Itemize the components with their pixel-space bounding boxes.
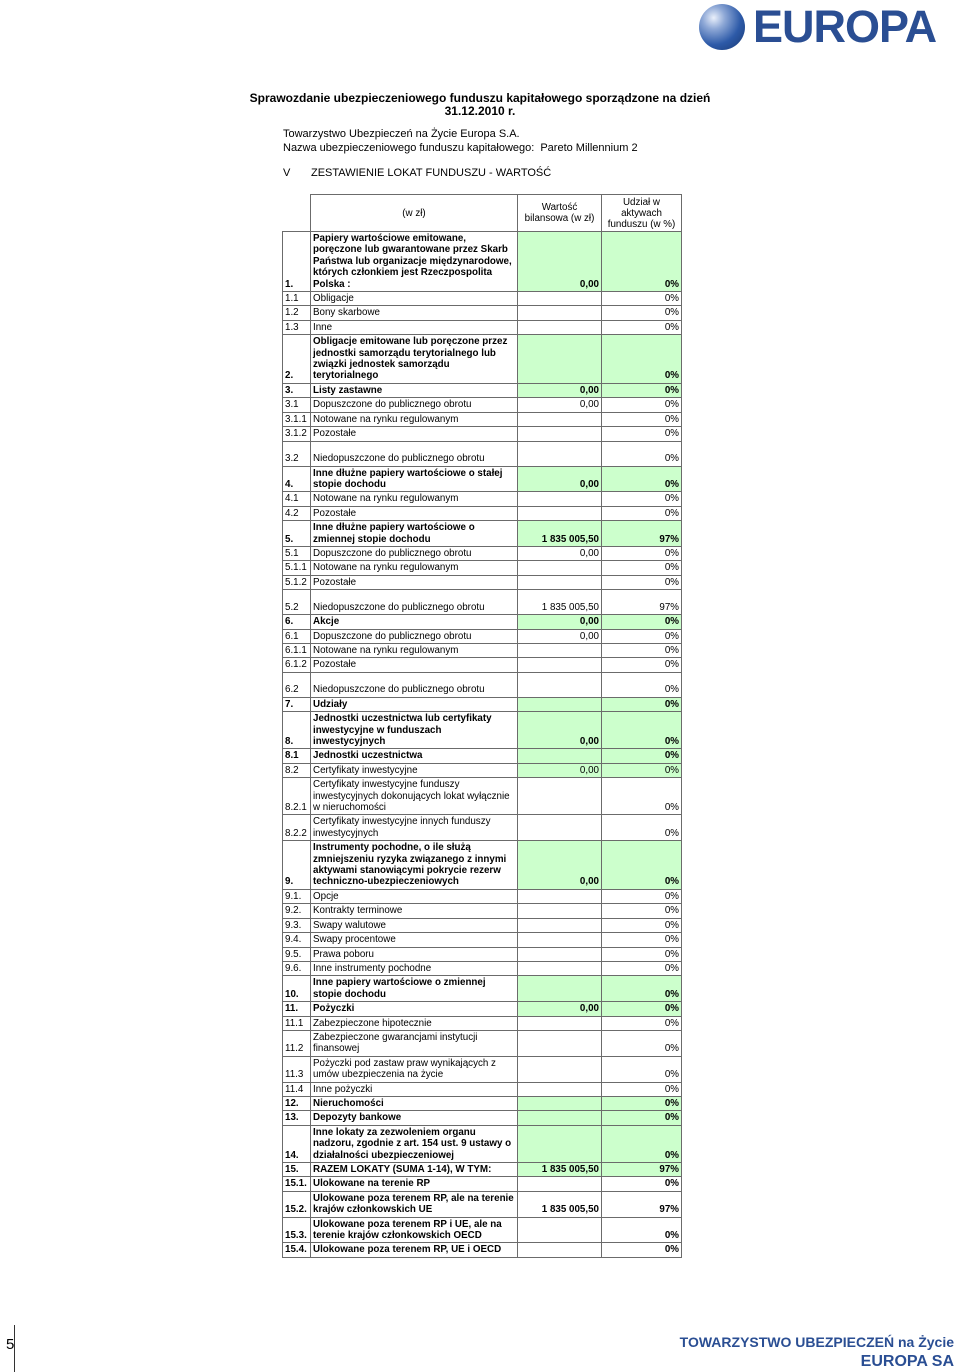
- row-share: 0%: [602, 643, 682, 657]
- row-label: Notowane na rynku regulowanym: [311, 643, 518, 657]
- row-value: [518, 749, 602, 763]
- row-label: Zabezpieczone gwarancjami instytucji finansowej: [311, 1030, 518, 1056]
- table-row: [283, 1191, 682, 1217]
- row-value: [518, 492, 602, 506]
- row-share: 0%: [602, 1056, 682, 1082]
- footer-company-line2: EUROPA SA: [860, 1353, 954, 1370]
- row-number: 8.2.1: [283, 778, 311, 815]
- row-label: Certyfikaty inwestycyjne: [311, 763, 518, 777]
- row-label: Notowane na rynku regulowanym: [311, 412, 518, 426]
- row-share: 0%: [602, 815, 682, 841]
- company-name: Towarzystwo Ubezpieczeń na Życie Europa S.A.: [283, 128, 520, 140]
- row-number: 11.4: [283, 1082, 311, 1096]
- row-label: Inne papiery wartościowe o zmiennej stopie dochodu: [311, 976, 518, 1002]
- row-label: Kontrakty terminowe: [311, 904, 518, 918]
- report-title-line1: Sprawozdanie ubezpieczeniowego funduszu kapitałowego sporządzone na dzień: [249, 91, 711, 105]
- row-number: 15.: [283, 1163, 311, 1177]
- row-label: Prawa poboru: [311, 947, 518, 961]
- row-share: 0%: [602, 841, 682, 890]
- row-share: 0%: [602, 335, 682, 384]
- row-label: Instrumenty pochodne, o ile służą zmniejszeniu ryzyka związanego z innymi aktywami stanowiącymi pokrycie rezerw techniczno-ubezpieczeniowych: [311, 841, 518, 890]
- investments-table: [282, 194, 682, 1258]
- row-share: 0%: [602, 933, 682, 947]
- row-number: 6.1.1: [283, 643, 311, 657]
- row-share: 0%: [602, 1243, 682, 1257]
- row-share: 0%: [602, 306, 682, 320]
- row-number: 3.: [283, 383, 311, 397]
- row-number: 8.1: [283, 749, 311, 763]
- row-share: 0%: [602, 1125, 682, 1162]
- table-row: [283, 1243, 682, 1257]
- table-row: [283, 492, 682, 506]
- row-share: 0%: [602, 1111, 682, 1125]
- row-number: 5.2: [283, 590, 311, 615]
- table-row: [283, 778, 682, 815]
- row-label: Pozostałe: [311, 427, 518, 441]
- row-label: Inne: [311, 320, 518, 334]
- table-row: [283, 521, 682, 547]
- row-label: Inne dłużne papiery wartościowe o stałej stopie dochodu: [311, 466, 518, 492]
- row-value: 1 835 005,50: [518, 590, 602, 615]
- row-label: Ulokowane na terenie RP: [311, 1177, 518, 1191]
- row-label: Depozyty bankowe: [311, 1111, 518, 1125]
- row-label: Certyfikaty inwestycyjne funduszy inwestycyjnych dokonujących lokat wyłącznie w nieruchomości: [311, 778, 518, 815]
- row-share: 0%: [602, 697, 682, 711]
- row-label: Ulokowane poza terenem RP i UE, ale na terenie krajów członkowskich OECD: [311, 1217, 518, 1243]
- row-share: 0%: [602, 1177, 682, 1191]
- table-row: [283, 335, 682, 384]
- row-value: [518, 506, 602, 520]
- row-value: 1 835 005,50: [518, 1191, 602, 1217]
- row-share: 97%: [602, 590, 682, 615]
- row-value: [518, 976, 602, 1002]
- row-number: 4.: [283, 466, 311, 492]
- row-share: 0%: [602, 1082, 682, 1096]
- logo-brand-text: EUROPA: [753, 1, 937, 52]
- row-label: Pozostałe: [311, 575, 518, 589]
- row-value: [518, 918, 602, 932]
- row-number: 6.1.2: [283, 658, 311, 672]
- table-row: [283, 643, 682, 657]
- row-number: 6.1: [283, 629, 311, 643]
- row-value: [518, 575, 602, 589]
- row-share: 0%: [602, 232, 682, 292]
- table-row: [283, 672, 682, 697]
- row-label: Pożyczki pod zastaw praw wynikających z umów ubezpieczenia na życie: [311, 1056, 518, 1082]
- row-value: [518, 561, 602, 575]
- row-share: 0%: [602, 712, 682, 749]
- row-share: 0%: [602, 546, 682, 560]
- row-value: 0,00: [518, 841, 602, 890]
- row-share: 0%: [602, 466, 682, 492]
- row-label: Ulokowane poza terenem RP, ale na terenie krajów członkowskich UE: [311, 1191, 518, 1217]
- row-number: 5.1.1: [283, 561, 311, 575]
- table-row: [283, 1002, 682, 1016]
- row-number: 15.2.: [283, 1191, 311, 1217]
- table-row: [283, 546, 682, 560]
- row-value: 0,00: [518, 1002, 602, 1016]
- row-share: 0%: [602, 961, 682, 975]
- row-label: Nieruchomości: [311, 1096, 518, 1110]
- table-row: [283, 590, 682, 615]
- row-number: 9.6.: [283, 961, 311, 975]
- table-row: [283, 1030, 682, 1056]
- row-label: Pozostałe: [311, 658, 518, 672]
- table-row: [283, 1125, 682, 1162]
- row-share: 0%: [602, 1217, 682, 1243]
- row-value: 0,00: [518, 398, 602, 412]
- row-value: [518, 335, 602, 384]
- row-share: 0%: [602, 492, 682, 506]
- row-label: Dopuszczone do publicznego obrotu: [311, 629, 518, 643]
- table-header-row: [283, 195, 682, 232]
- row-number: 15.4.: [283, 1243, 311, 1257]
- row-value: [518, 292, 602, 306]
- europa-logo: [697, 2, 959, 52]
- row-share: 0%: [602, 629, 682, 643]
- row-share: 0%: [602, 889, 682, 903]
- row-number: 15.3.: [283, 1217, 311, 1243]
- fund-label: Nazwa ubezpieczeniowego funduszu kapitałowego:: [283, 142, 535, 154]
- row-number: 4.2: [283, 506, 311, 520]
- row-number: 5.: [283, 521, 311, 547]
- table-row: [283, 889, 682, 903]
- table-row: [283, 976, 682, 1002]
- row-number: 4.1: [283, 492, 311, 506]
- page-number: 5: [6, 1336, 15, 1353]
- row-number: 8.2.2: [283, 815, 311, 841]
- row-label: Inne dłużne papiery wartościowe o zmiennej stopie dochodu: [311, 521, 518, 547]
- row-value: [518, 412, 602, 426]
- row-share: 0%: [602, 976, 682, 1002]
- row-share: 0%: [602, 427, 682, 441]
- row-value: [518, 947, 602, 961]
- table-row: [283, 441, 682, 466]
- row-number: 8.2: [283, 763, 311, 777]
- row-share: 97%: [602, 521, 682, 547]
- row-number: 11.1: [283, 1016, 311, 1030]
- table-row: [283, 615, 682, 629]
- footer-company-logo: [680, 1332, 954, 1372]
- row-value: [518, 1111, 602, 1125]
- row-share: 0%: [602, 763, 682, 777]
- row-number: 11.3: [283, 1056, 311, 1082]
- row-share: 0%: [602, 383, 682, 397]
- row-share: 0%: [602, 506, 682, 520]
- row-share: 0%: [602, 778, 682, 815]
- row-value: [518, 1082, 602, 1096]
- table-row: [283, 561, 682, 575]
- row-label: Zabezpieczone hipotecznie: [311, 1016, 518, 1030]
- row-number: 9.3.: [283, 918, 311, 932]
- row-label: Swapy walutowe: [311, 918, 518, 932]
- row-value: [518, 672, 602, 697]
- header-blank-cell: [283, 195, 311, 232]
- table-row: [283, 1096, 682, 1110]
- row-share: 0%: [602, 672, 682, 697]
- row-label: Papiery wartościowe emitowane, poręczone lub gwarantowane przez Skarb Państwa lub organizacje międzynarodowe, których członkiem jest Rzeczpospolita Polska :: [311, 232, 518, 292]
- row-number: 15.1.: [283, 1177, 311, 1191]
- row-label: Pożyczki: [311, 1002, 518, 1016]
- table-row: [283, 1177, 682, 1191]
- section-number: V: [283, 167, 291, 179]
- row-value: 0,00: [518, 466, 602, 492]
- row-share: 0%: [602, 561, 682, 575]
- row-value: 0,00: [518, 383, 602, 397]
- table-row: [283, 1016, 682, 1030]
- row-label: Bony skarbowe: [311, 306, 518, 320]
- row-value: 0,00: [518, 629, 602, 643]
- table-row: [283, 658, 682, 672]
- row-value: [518, 441, 602, 466]
- row-number: 14.: [283, 1125, 311, 1162]
- row-share: 0%: [602, 918, 682, 932]
- table-row: [283, 1111, 682, 1125]
- table-row: [283, 712, 682, 749]
- row-value: [518, 697, 602, 711]
- row-value: [518, 306, 602, 320]
- table-row: [283, 306, 682, 320]
- row-label: Ulokowane poza terenem RP, UE i OECD: [311, 1243, 518, 1257]
- table-row: [283, 697, 682, 711]
- table-row: [283, 398, 682, 412]
- table-row: [283, 1082, 682, 1096]
- table-row: [283, 841, 682, 890]
- row-label: Notowane na rynku regulowanym: [311, 492, 518, 506]
- row-value: [518, 1125, 602, 1162]
- row-share: 0%: [602, 320, 682, 334]
- row-share: 0%: [602, 1016, 682, 1030]
- table-row: [283, 1217, 682, 1243]
- footer-company-line1: TOWARZYSTWO UBEZPIECZEŃ na Życie: [679, 1334, 954, 1350]
- globe-icon: [699, 4, 745, 50]
- row-label: Dopuszczone do publicznego obrotu: [311, 546, 518, 560]
- row-label: Inne lokaty za zezwoleniem organu nadzoru, zgodnie z art. 154 ust. 9 ustawy o działalności ubezpieczeniowej: [311, 1125, 518, 1162]
- table-row: [283, 575, 682, 589]
- row-share: 0%: [602, 441, 682, 466]
- row-value: [518, 1177, 602, 1191]
- row-value: [518, 1217, 602, 1243]
- row-value: [518, 320, 602, 334]
- row-value: 1 835 005,50: [518, 1163, 602, 1177]
- table-row: [283, 292, 682, 306]
- table-row: [283, 466, 682, 492]
- row-label: Obligacje: [311, 292, 518, 306]
- row-value: [518, 815, 602, 841]
- fund-name: Pareto Millennium 2: [540, 142, 638, 154]
- row-value: [518, 1096, 602, 1110]
- row-number: 11.2: [283, 1030, 311, 1056]
- row-number: 1.: [283, 232, 311, 292]
- table-row: [283, 763, 682, 777]
- row-share: 0%: [602, 947, 682, 961]
- row-number: 9.: [283, 841, 311, 890]
- row-label: RAZEM LOKATY (SUMA 1-14), W TYM:: [311, 1163, 518, 1177]
- row-share: 0%: [602, 575, 682, 589]
- report-title-line2: 31.12.2010 r.: [444, 104, 516, 118]
- row-number: 2.: [283, 335, 311, 384]
- table-row: [283, 629, 682, 643]
- table-row: [283, 904, 682, 918]
- row-share: 0%: [602, 615, 682, 629]
- row-share: 0%: [602, 1030, 682, 1056]
- row-value: [518, 933, 602, 947]
- row-value: [518, 427, 602, 441]
- row-number: 6.: [283, 615, 311, 629]
- table-row: [283, 506, 682, 520]
- row-value: [518, 904, 602, 918]
- row-value: 1 835 005,50: [518, 521, 602, 547]
- row-label: Jednostki uczestnictwa lub certyfikaty inwestycyjne w funduszach inwestycyjnych: [311, 712, 518, 749]
- section-heading: ZESTAWIENIE LOKAT FUNDUSZU - WARTOŚĆ: [311, 167, 552, 179]
- table-row: [283, 1056, 682, 1082]
- row-share: 0%: [602, 904, 682, 918]
- row-number: 3.2: [283, 441, 311, 466]
- row-label: Akcje: [311, 615, 518, 629]
- header-unit: (w zł): [311, 195, 518, 232]
- row-share: 0%: [602, 412, 682, 426]
- header-share: Udział w aktywach funduszu (w %): [602, 195, 682, 232]
- row-value: 0,00: [518, 546, 602, 560]
- row-number: 12.: [283, 1096, 311, 1110]
- row-share: 0%: [602, 1096, 682, 1110]
- table-row: [283, 412, 682, 426]
- row-value: [518, 961, 602, 975]
- row-number: 6.2: [283, 672, 311, 697]
- row-label: Swapy procentowe: [311, 933, 518, 947]
- row-share: 97%: [602, 1191, 682, 1217]
- table-row: [283, 947, 682, 961]
- header-value: Wartość bilansowa (w zł): [518, 195, 602, 232]
- row-value: 0,00: [518, 232, 602, 292]
- row-value: [518, 1056, 602, 1082]
- row-share: 0%: [602, 749, 682, 763]
- row-value: [518, 1243, 602, 1257]
- row-value: 0,00: [518, 712, 602, 749]
- row-number: 1.3: [283, 320, 311, 334]
- table-row: [283, 427, 682, 441]
- fund-line: [283, 142, 638, 155]
- table-row: [283, 383, 682, 397]
- table-row: [283, 918, 682, 932]
- row-label: Opcje: [311, 889, 518, 903]
- table-row: [283, 232, 682, 292]
- row-share: 0%: [602, 658, 682, 672]
- table-row: [283, 933, 682, 947]
- row-value: [518, 1016, 602, 1030]
- row-label: Niedopuszczone do publicznego obrotu: [311, 590, 518, 615]
- row-number: 9.1.: [283, 889, 311, 903]
- row-label: Pozostałe: [311, 506, 518, 520]
- row-label: Certyfikaty inwestycyjne innych funduszy inwestycyjnych: [311, 815, 518, 841]
- row-value: 0,00: [518, 763, 602, 777]
- report-title: [240, 92, 720, 118]
- row-number: 1.2: [283, 306, 311, 320]
- row-number: 9.4.: [283, 933, 311, 947]
- row-number: 11.: [283, 1002, 311, 1016]
- row-value: [518, 778, 602, 815]
- row-number: 9.5.: [283, 947, 311, 961]
- table-row: [283, 961, 682, 975]
- row-label: Listy zastawne: [311, 383, 518, 397]
- row-share: 0%: [602, 1002, 682, 1016]
- row-label: Inne instrumenty pochodne: [311, 961, 518, 975]
- row-value: [518, 889, 602, 903]
- row-label: Niedopuszczone do publicznego obrotu: [311, 672, 518, 697]
- row-number: 8.: [283, 712, 311, 749]
- row-share: 0%: [602, 398, 682, 412]
- row-share: 97%: [602, 1163, 682, 1177]
- row-number: 10.: [283, 976, 311, 1002]
- row-label: Niedopuszczone do publicznego obrotu: [311, 441, 518, 466]
- row-number: 7.: [283, 697, 311, 711]
- row-value: [518, 643, 602, 657]
- table-row: [283, 1163, 682, 1177]
- row-share: 0%: [602, 292, 682, 306]
- row-value: [518, 1030, 602, 1056]
- table-row: [283, 815, 682, 841]
- row-value: 0,00: [518, 615, 602, 629]
- row-number: 1.1: [283, 292, 311, 306]
- row-number: 5.1: [283, 546, 311, 560]
- row-label: Jednostki uczestnictwa: [311, 749, 518, 763]
- row-label: Udziały: [311, 697, 518, 711]
- row-number: 13.: [283, 1111, 311, 1125]
- section-title: [283, 167, 551, 180]
- row-number: 5.1.2: [283, 575, 311, 589]
- row-number: 3.1: [283, 398, 311, 412]
- row-label: Inne pożyczki: [311, 1082, 518, 1096]
- row-value: [518, 658, 602, 672]
- table-row: [283, 320, 682, 334]
- row-label: Obligacje emitowane lub poręczone przez jednostki samorządu terytorialnego lub związki jednostek samorządu terytorialnego: [311, 335, 518, 384]
- row-number: 9.2.: [283, 904, 311, 918]
- row-label: Notowane na rynku regulowanym: [311, 561, 518, 575]
- table-row: [283, 749, 682, 763]
- row-number: 3.1.2: [283, 427, 311, 441]
- row-number: 3.1.1: [283, 412, 311, 426]
- row-label: Dopuszczone do publicznego obrotu: [311, 398, 518, 412]
